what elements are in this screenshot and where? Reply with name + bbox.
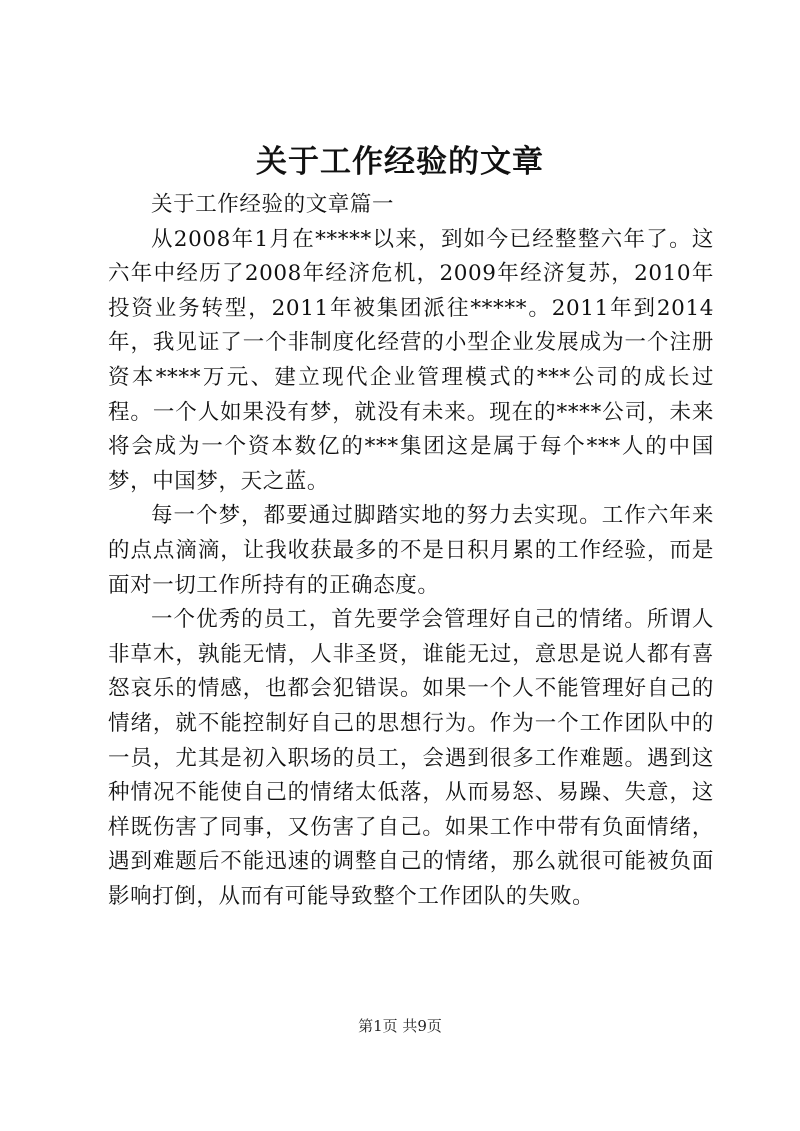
paragraph: 一个优秀的员工，首先要学会管理好自己的情绪。所谓人非草木，孰能无情，人非圣贤，谁能无过，意思是说人都有喜怒哀乐的情感，也都会犯错误。如果一个人不能管理好自己的情绪，就不能控制好自己的思想行为。作为一个工作团队中的一员，尤其是初入职场的员工，会遇到很多工作难题。遇到这种情况不能使自己的情绪太低落，从而易怒、易躁、失意，这样既伤害了同事，又伤害了自己。如果工作中带有负面情绪，遇到难题后不能迅速的调整自己的情绪，那么就很可能被负面影响打倒，从而有可能导致整个工作团队的失败。	[108, 607, 714, 909]
document-body	[108, 188, 714, 914]
document-title: 关于工作经验的文章	[256, 144, 544, 180]
paragraph: 每一个梦，都要通过脚踏实地的努力去实现。工作六年来的点点滴滴，让我收获最多的不是日积月累的工作经验，而是面对一切工作所持有的正确态度。	[108, 503, 714, 598]
page-number-footer: 第1页 共9页	[358, 1017, 442, 1035]
section-heading: 关于工作经验的文章篇一	[151, 192, 395, 217]
paragraph: 从2008年1月在*****以来，到如今已经整整六年了。这六年中经历了2008年经济危机，2009年经济复苏，2010年投资业务转型，2011年被集团派往*****。2011年到2014年，我见证了一个非制度化经营的小型企业发展成为一个注册资本****万元、建立现代企业管理模式的***公司的成长过程。一个人如果没有梦，就没有未来。现在的****公司，未来将会成为一个资本数亿的***集团这是属于每个***人的中国梦，中国梦，天之蓝。	[108, 226, 714, 494]
